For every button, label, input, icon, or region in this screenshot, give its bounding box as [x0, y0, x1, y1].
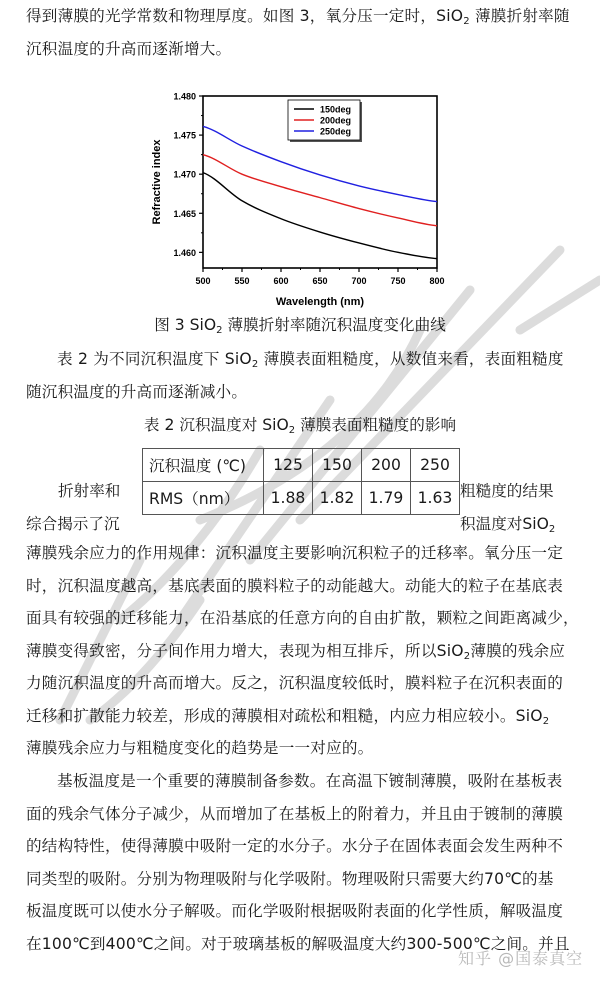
wrap-text-right-2: 积温度对SiO$_2$: [460, 515, 556, 535]
x-tick-label: 500: [195, 276, 211, 286]
table-cell: 1.82: [313, 482, 362, 515]
zhihu-author-watermark: 知乎 @国泰真空: [458, 949, 584, 968]
x-tick-label: 600: [273, 276, 289, 286]
table-header-row: [143, 449, 460, 482]
table-cell: RMS（nm）: [143, 482, 264, 515]
x-tick-label: 750: [390, 276, 406, 286]
substrate-temperature-paragraph: [26, 765, 578, 960]
figure-caption: 图 3 SiO$_2$ 薄膜折射率随沉积温度变化曲线: [154, 316, 446, 336]
text-line: 同类型的吸附。分别为物理吸附与化学吸附。物理吸附只需要大约70℃的基: [26, 869, 554, 888]
refractive-index-chart: [140, 86, 450, 310]
y-tick-label: 1.475: [173, 130, 196, 141]
text-line: 得到薄膜的光学常数和物理厚度。如图 3，氧分压一定时，SiO$_2$ 薄膜折射率随: [26, 7, 570, 27]
text-line: 板温度既可以使水分子解吸。而化学吸附根据吸附表面的化学性质，解吸温度: [26, 902, 563, 920]
x-axis-label: Wavelength (nm): [275, 296, 365, 308]
table-cell: 150: [313, 449, 362, 482]
x-tick-label: 550: [234, 276, 250, 286]
text-line: 迁移和扩散能力较差，形成的薄膜相对疏松和粗糙，内应力相应较小。SiO$_2$: [26, 706, 550, 727]
stress-paragraph: [26, 537, 578, 765]
legend-label: 150deg: [320, 104, 352, 115]
text-line: 面的残余气体分子减少，从而增加了在基板上的附着力，并且由于镀制的薄膜: [26, 804, 563, 823]
x-tick-label: 700: [351, 276, 367, 286]
table-row: [143, 482, 460, 515]
intro-paragraph: [26, 0, 578, 65]
y-axis-label: Refractive index: [151, 139, 163, 225]
table-cell: 1.79: [362, 482, 411, 515]
text-line: 的结构特性，使得薄膜中吸附一定的水分子。水分子在固体表面会发生两种不: [26, 837, 563, 855]
y-tick-label: 1.465: [173, 208, 196, 219]
text-line: 薄膜残余应力与粗糙度变化的趋势是一一对应的。: [26, 739, 374, 757]
text-line: 基板温度是一个重要的薄膜制备参数。在高温下镀制薄膜，吸附在基板表: [57, 772, 563, 790]
table-cell: 1.88: [264, 482, 313, 515]
text-line: 沉积温度的升高而逐渐增大。: [26, 39, 232, 58]
line-chart: [140, 86, 450, 310]
x-tick-label: 650: [312, 276, 328, 286]
table-intro-paragraph: [26, 343, 578, 408]
y-tick-label: 1.460: [173, 247, 196, 258]
series-line-150deg: [203, 173, 437, 259]
wrap-text-right-1: 粗糙度的结果: [460, 482, 554, 500]
table-cell: 200: [362, 449, 411, 482]
text-line: 力随沉积温度的升高而增大。反之，沉积温度较低时，膜料粒子在沉积表面的: [26, 674, 563, 692]
y-tick-label: 1.480: [173, 91, 196, 102]
text-line: 表 2 为不同沉积温度下 SiO$_2$ 薄膜表面粗糙度，从数值来看，表面粗糙度: [57, 350, 564, 370]
series-line-200deg: [203, 155, 437, 226]
text-line: 随沉积温度的升高而逐渐减小。: [26, 382, 248, 401]
roughness-table: [142, 448, 460, 515]
wrap-text-left-2: 综合揭示了沉: [26, 515, 120, 533]
text-line: 在100℃到400℃之间。对于玻璃基板的解吸温度大约300-500℃之间。并且: [26, 934, 570, 953]
legend-label: 250deg: [320, 126, 352, 137]
text-line: 面具有较强的迁移能力，在沿基底的任意方向的自由扩散，颗粒之间距离减少，: [26, 609, 579, 627]
table-cell: 沉积温度 (℃): [143, 449, 264, 482]
table-cell: 1.63: [411, 482, 460, 515]
text-line: 薄膜残余应力的作用规律：沉积温度主要影响沉积粒子的迁移率。氧分压一定: [26, 544, 563, 562]
y-tick-label: 1.470: [173, 169, 196, 180]
table-cell: 125: [264, 449, 313, 482]
table-cell: 250: [411, 449, 460, 482]
wrap-text-left-1: 折射率和: [58, 482, 121, 500]
x-tick-label: 800: [429, 276, 445, 286]
table-caption: 表 2 沉积温度对 SiO$_2$ 薄膜表面粗糙度的影响: [143, 416, 457, 436]
text-line: 薄膜变得致密，分子间作用力增大，表现为相互排斥，所以SiO$_2$薄膜的残余应: [26, 641, 566, 662]
text-line: 时，沉积温度越高，基底表面的膜料粒子的动能越大。动能大的粒子在基底表: [26, 576, 563, 595]
legend-label: 200deg: [320, 115, 352, 126]
